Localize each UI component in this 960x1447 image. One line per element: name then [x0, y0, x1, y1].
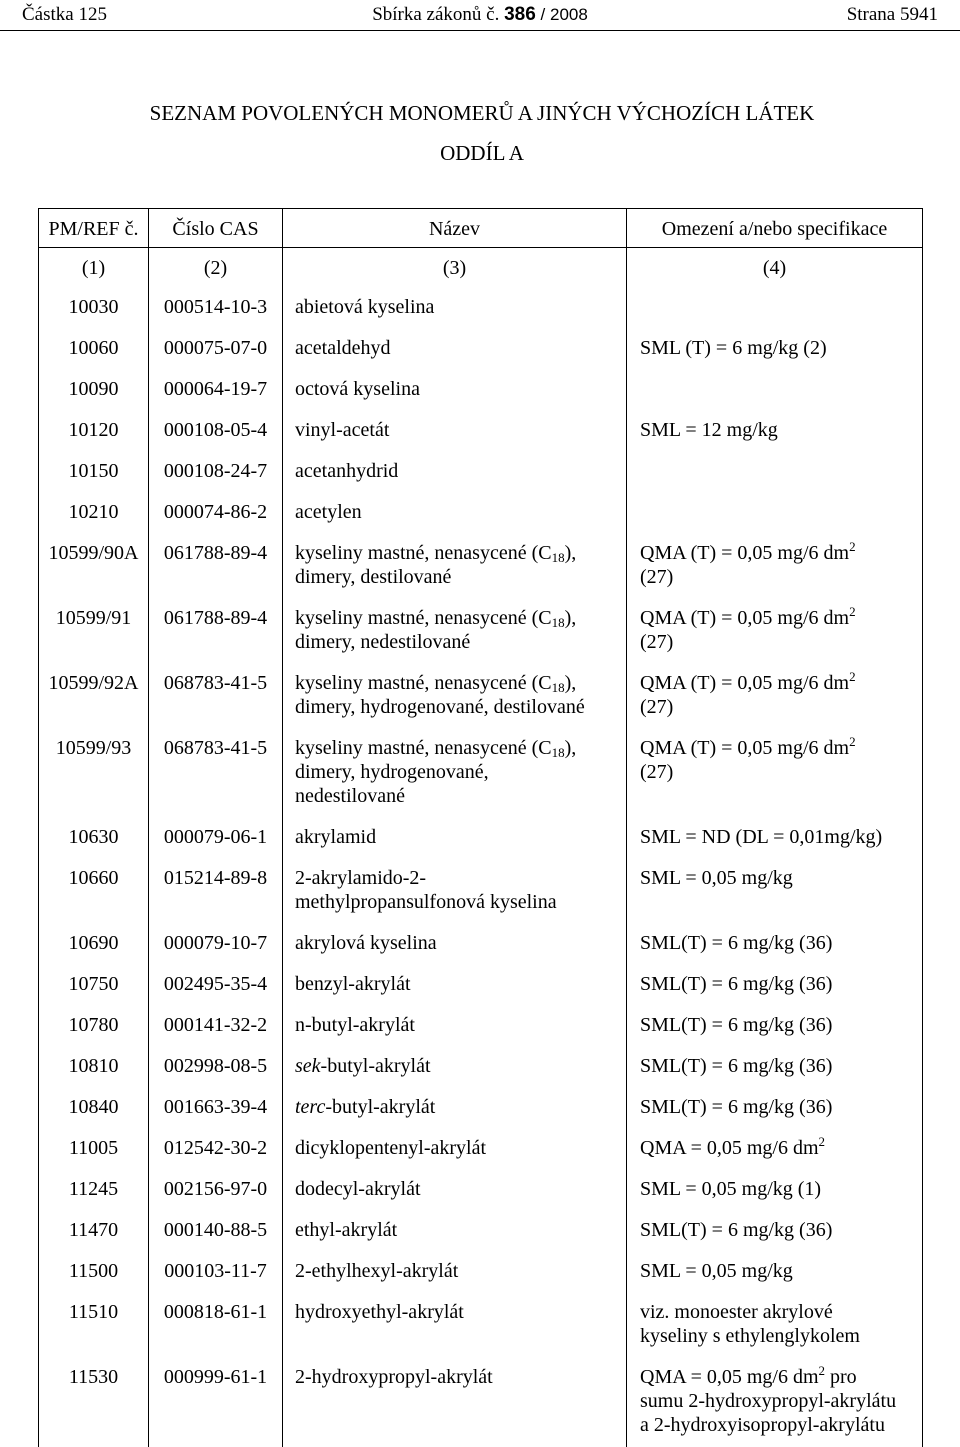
ref-number-cell: 10030 [39, 288, 149, 329]
restriction-text: (27) [640, 631, 674, 653]
restriction-text: QMA = 0,05 mg/6 dm [640, 1366, 819, 1388]
substance-name-cell [283, 1047, 627, 1088]
restriction-text: a 2-hydroxyisopropyl-akrylátu [640, 1414, 885, 1436]
restriction-superscript: 2 [849, 669, 856, 684]
ref-number-cell: 10090 [39, 370, 149, 411]
ref-number-cell: 10150 [39, 452, 149, 493]
column-header-spec: Omezení a/nebo specifikace [627, 209, 923, 248]
monomer-table [38, 208, 923, 1447]
restriction-cell [627, 1006, 923, 1047]
table-row [39, 452, 923, 493]
restriction-text: SML(T) = 6 mg/kg (36) [640, 973, 833, 995]
ref-number-cell: 10599/90A [39, 534, 149, 599]
name-text: acetanhydrid [295, 460, 399, 482]
restriction-text: QMA = 0,05 mg/6 dm [640, 1137, 819, 1159]
restriction-text: SML(T) = 6 mg/kg (36) [640, 1096, 833, 1118]
name-text: dimery, destilované [295, 566, 452, 588]
restriction-text: (27) [640, 566, 674, 588]
substance-name-cell [283, 1088, 627, 1129]
cas-number-cell: 002998-08-5 [149, 1047, 283, 1088]
cas-number-cell: 061788-89-4 [149, 599, 283, 664]
substance-name-cell [283, 493, 627, 534]
name-text: ), [564, 607, 577, 629]
name-text: acetylen [295, 501, 362, 523]
table-row [39, 1211, 923, 1252]
table-row [39, 599, 923, 664]
cas-number-cell: 000108-05-4 [149, 411, 283, 452]
header-collection-prefix: Sbírka zákonů č. [372, 4, 500, 25]
cas-number-cell: 002156-97-0 [149, 1170, 283, 1211]
name-text: ), [564, 672, 577, 694]
name-text: hydroxyethyl-akrylát [295, 1301, 464, 1323]
restriction-cell [627, 664, 923, 729]
restriction-text: viz. monoester akrylové [640, 1301, 833, 1323]
restriction-text: SML(T) = 6 mg/kg (36) [640, 932, 833, 954]
ref-number-cell: 10599/92A [39, 664, 149, 729]
restriction-cell [627, 1129, 923, 1170]
name-text: vinyl-acetát [295, 419, 390, 441]
substance-name-cell [283, 924, 627, 965]
restriction-text: (27) [640, 696, 674, 718]
restriction-cell [627, 288, 923, 329]
restriction-superscript: 2 [818, 1363, 826, 1378]
restriction-cell [627, 859, 923, 924]
cas-number-cell: 068783-41-5 [149, 729, 283, 818]
substance-name-cell [283, 818, 627, 859]
cas-number-cell: 000079-06-1 [149, 818, 283, 859]
column-number: (2) [149, 248, 283, 289]
substance-name-cell [283, 1293, 627, 1358]
name-text: -butyl-akrylát [325, 1096, 436, 1118]
name-text: benzyl-akrylát [295, 973, 411, 995]
table-row [39, 411, 923, 452]
restriction-cell [627, 599, 923, 664]
cas-number-cell: 000079-10-7 [149, 924, 283, 965]
cas-number-cell: 012542-30-2 [149, 1129, 283, 1170]
ref-number-cell: 10780 [39, 1006, 149, 1047]
column-number: (1) [39, 248, 149, 289]
substance-name-cell [283, 965, 627, 1006]
substance-name-cell [283, 411, 627, 452]
name-subscript: 18 [551, 680, 565, 695]
table-row [39, 370, 923, 411]
name-text: ), [564, 542, 577, 564]
column-header-name: Název [283, 209, 627, 248]
name-text: nedestilované [295, 785, 405, 807]
cas-number-cell: 001663-39-4 [149, 1088, 283, 1129]
cas-number-cell: 000999-61-1 [149, 1358, 283, 1447]
ref-number-cell: 10120 [39, 411, 149, 452]
ref-number-cell: 10810 [39, 1047, 149, 1088]
substance-name-cell [283, 1252, 627, 1293]
table-row [39, 1252, 923, 1293]
restriction-cell [627, 411, 923, 452]
ref-number-cell: 10060 [39, 329, 149, 370]
restriction-text: SML = 0,05 mg/kg (1) [640, 1178, 822, 1200]
ref-number-cell: 10840 [39, 1088, 149, 1129]
restriction-text: SML = 0,05 mg/kg [640, 867, 793, 889]
ref-number-cell: 10750 [39, 965, 149, 1006]
column-header-cas: Číslo CAS [149, 209, 283, 248]
substance-name-cell [283, 599, 627, 664]
cas-number-cell: 000103-11-7 [149, 1252, 283, 1293]
restriction-cell [627, 1088, 923, 1129]
restriction-cell [627, 329, 923, 370]
name-text: methylpropansulfonová kyselina [295, 891, 557, 913]
table-row [39, 534, 923, 599]
name-subscript: 18 [551, 745, 565, 760]
ref-number-cell: 11005 [39, 1129, 149, 1170]
restriction-cell [627, 1252, 923, 1293]
name-text: ethyl-akrylát [295, 1219, 398, 1241]
restriction-cell [627, 1358, 923, 1447]
name-text: n-butyl-akrylát [295, 1014, 415, 1036]
table-row [39, 329, 923, 370]
table-row [39, 664, 923, 729]
name-text: -butyl-akrylát [320, 1055, 431, 1077]
restriction-text: (27) [640, 761, 674, 783]
restriction-cell [627, 818, 923, 859]
header-collection-year: / 2008 [540, 5, 588, 24]
column-number: (3) [283, 248, 627, 289]
ref-number-cell: 11470 [39, 1211, 149, 1252]
restriction-text: SML (T) = 6 mg/kg (2) [640, 337, 827, 359]
restriction-text: QMA (T) = 0,05 mg/6 dm [640, 607, 850, 629]
substance-name-cell [283, 729, 627, 818]
table-row [39, 729, 923, 818]
table-row [39, 859, 923, 924]
restriction-cell [627, 965, 923, 1006]
name-text: dimery, nedestilované [295, 631, 471, 653]
substance-name-cell [283, 859, 627, 924]
name-text: kyseliny mastné, nenasycené (C [295, 737, 552, 759]
name-subscript: 18 [551, 615, 565, 630]
column-header-ref: PM/REF č. [39, 209, 149, 248]
restriction-cell [627, 729, 923, 818]
restriction-text: sumu 2-hydroxypropyl-akrylátu [640, 1390, 897, 1412]
cas-number-cell: 061788-89-4 [149, 534, 283, 599]
cas-number-cell: 000818-61-1 [149, 1293, 283, 1358]
header-page-number: Strana 5941 [846, 4, 938, 25]
substance-name-cell [283, 1006, 627, 1047]
name-text: kyseliny mastné, nenasycené (C [295, 672, 552, 694]
substance-name-cell [283, 1170, 627, 1211]
table-row [39, 288, 923, 329]
substance-name-cell [283, 664, 627, 729]
restriction-superscript: 2 [849, 604, 856, 619]
restriction-text: SML = ND (DL = 0,01mg/kg) [640, 826, 883, 848]
name-text: octová kyselina [295, 378, 420, 400]
restriction-cell [627, 370, 923, 411]
restriction-superscript: 2 [849, 734, 856, 749]
name-text: dodecyl-akrylát [295, 1178, 421, 1200]
name-subscript: 18 [551, 550, 565, 565]
substance-name-cell [283, 370, 627, 411]
restriction-cell [627, 493, 923, 534]
table-row [39, 924, 923, 965]
substance-name-cell [283, 329, 627, 370]
restriction-text: SML(T) = 6 mg/kg (36) [640, 1014, 833, 1036]
name-text: 2-ethylhexyl-akrylát [295, 1260, 459, 1282]
restriction-cell [627, 1211, 923, 1252]
table-row [39, 493, 923, 534]
table-row [39, 1006, 923, 1047]
table-header-row [39, 209, 923, 248]
table-row [39, 1047, 923, 1088]
ref-number-cell: 10690 [39, 924, 149, 965]
name-text: akrylová kyselina [295, 932, 437, 954]
name-italic-prefix: sek [295, 1055, 321, 1077]
table-row [39, 1088, 923, 1129]
substance-name-cell [283, 1358, 627, 1447]
name-text: dimery, hydrogenované, destilované [295, 696, 585, 718]
table-header-number-row [39, 248, 923, 289]
restriction-cell [627, 1047, 923, 1088]
restriction-text: SML(T) = 6 mg/kg (36) [640, 1055, 833, 1077]
name-text: 2-hydroxypropyl-akrylát [295, 1366, 493, 1388]
restriction-cell [627, 452, 923, 493]
name-text: abietová kyselina [295, 296, 435, 318]
name-text: kyseliny mastné, nenasycené (C [295, 542, 552, 564]
ref-number-cell: 10660 [39, 859, 149, 924]
cas-number-cell: 068783-41-5 [149, 664, 283, 729]
name-italic-prefix: terc [295, 1096, 326, 1118]
restriction-cell [627, 924, 923, 965]
restriction-cell [627, 534, 923, 599]
cas-number-cell: 000064-19-7 [149, 370, 283, 411]
name-text: 2-akrylamido-2- [295, 867, 427, 889]
restriction-text: SML(T) = 6 mg/kg (36) [640, 1219, 833, 1241]
table-row [39, 1358, 923, 1447]
cas-number-cell: 000108-24-7 [149, 452, 283, 493]
restriction-superscript: 2 [849, 539, 856, 554]
table-row [39, 1170, 923, 1211]
cas-number-cell: 000140-88-5 [149, 1211, 283, 1252]
restriction-text: QMA (T) = 0,05 mg/6 dm [640, 737, 850, 759]
ref-number-cell: 11500 [39, 1252, 149, 1293]
restriction-text: QMA (T) = 0,05 mg/6 dm [640, 542, 850, 564]
ref-number-cell: 10630 [39, 818, 149, 859]
restriction-text: pro [825, 1366, 857, 1388]
substance-name-cell [283, 1129, 627, 1170]
restriction-superscript: 2 [818, 1134, 826, 1149]
cas-number-cell: 000075-07-0 [149, 329, 283, 370]
restriction-text: SML = 12 mg/kg [640, 419, 778, 441]
cas-number-cell: 000514-10-3 [149, 288, 283, 329]
document-title: SEZNAM POVOLENÝCH MONOMERŮ A JINÝCH VÝCHOZÍCH LÁTEK [149, 101, 815, 125]
substance-name-cell [283, 452, 627, 493]
restriction-text: kyseliny s ethylenglykolem [640, 1325, 860, 1347]
name-text: dimery, hydrogenované, [295, 761, 489, 783]
table-row [39, 1293, 923, 1358]
header-collection [0, 4, 960, 26]
table-row [39, 818, 923, 859]
substance-name-cell [283, 288, 627, 329]
restriction-text: QMA (T) = 0,05 mg/6 dm [640, 672, 850, 694]
ref-number-cell: 11245 [39, 1170, 149, 1211]
ref-number-cell: 10599/91 [39, 599, 149, 664]
table-body [39, 288, 923, 1447]
name-text: ), [564, 737, 577, 759]
column-number: (4) [627, 248, 923, 289]
name-text: acetaldehyd [295, 337, 391, 359]
table-row [39, 965, 923, 1006]
ref-number-cell: 10210 [39, 493, 149, 534]
ref-number-cell: 10599/93 [39, 729, 149, 818]
restriction-cell [627, 1293, 923, 1358]
header-collection-number: 386 [504, 4, 536, 25]
cas-number-cell: 000141-32-2 [149, 1006, 283, 1047]
header-part: Částka 125 [22, 4, 107, 25]
restriction-text: SML = 0,05 mg/kg [640, 1260, 793, 1282]
page-header [0, 0, 960, 31]
table-row [39, 1129, 923, 1170]
ref-number-cell: 11510 [39, 1293, 149, 1358]
restriction-cell [627, 1170, 923, 1211]
cas-number-cell: 002495-35-4 [149, 965, 283, 1006]
substance-name-cell [283, 534, 627, 599]
cas-number-cell: 000074-86-2 [149, 493, 283, 534]
name-text: akrylamid [295, 826, 377, 848]
ref-number-cell: 11530 [39, 1358, 149, 1447]
section-title: ODDÍL A [440, 141, 524, 165]
cas-number-cell: 015214-89-8 [149, 859, 283, 924]
substance-name-cell [283, 1211, 627, 1252]
name-text: dicyklopentenyl-akrylát [295, 1137, 487, 1159]
name-text: kyseliny mastné, nenasycené (C [295, 607, 552, 629]
